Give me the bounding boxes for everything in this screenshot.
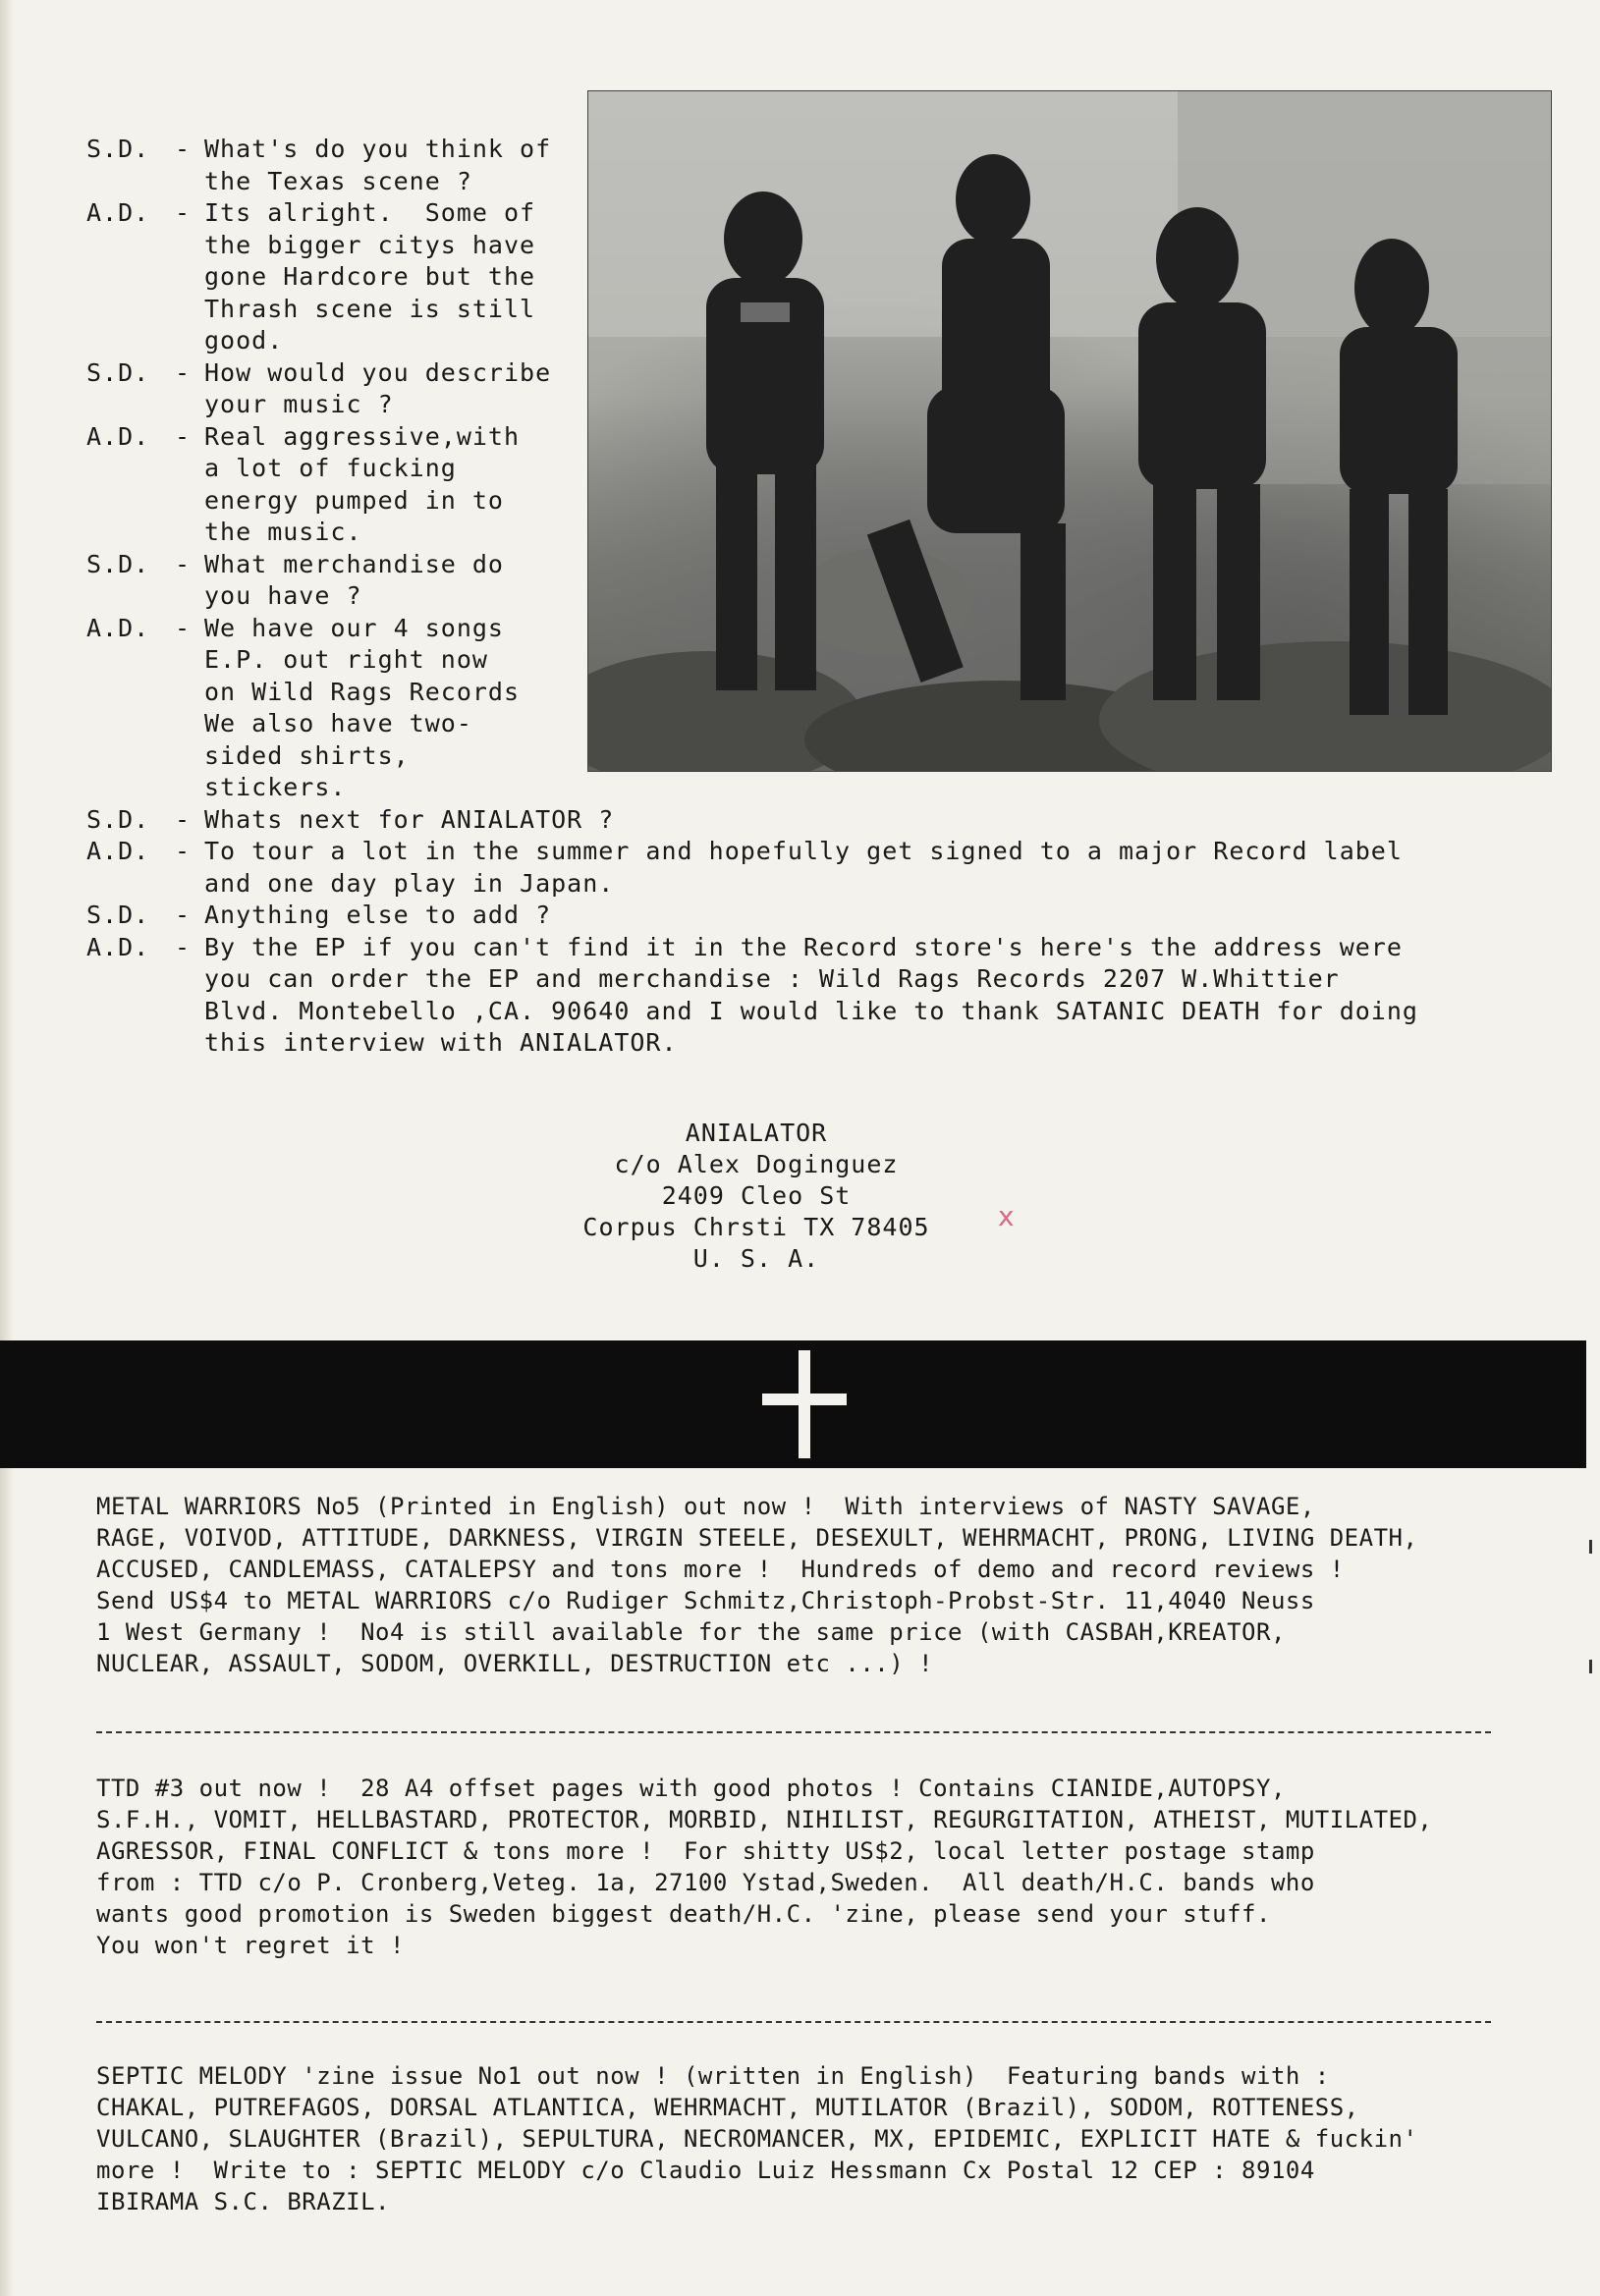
- interview: [86, 134, 1462, 1060]
- qa-row: [86, 421, 1462, 549]
- qa-row: [86, 900, 1462, 932]
- address-line: ANIALATOR: [685, 1119, 828, 1147]
- ad-text: METAL WARRIORS No5 (Printed in English) out now ! With interviews of NASTY SAVAGE, RAGE, VOIVOD, ATTITUDE, DARKNESS, VIRGIN STEELE, DESEXULT, WEHRMACHT, PRONG, LIVING DEATH, ACCUSED, CANDLEMASS, CATALEPSY and tons more ! Hundreds of demo and record reviews ! Send US$4 to METAL WARRIORS c/o Rudiger Schmitz,Christoph-Probst-Str. 11,4040 Neuss 1 West Germany ! No4 is still available for the same price (with CASBAH,KREATOR, NUCLEAR, ASSAULT, SODOM, OVERKILL, DESTRUCTION etc ...) !: [96, 1493, 1418, 1677]
- qa-row: [86, 357, 1462, 421]
- pink-x-mark: x: [998, 1200, 1015, 1232]
- dash-separator: -: [175, 837, 192, 865]
- qa-text: What's do you think of the Texas scene ?: [204, 135, 552, 195]
- qa-text: To tour a lot in the summer and hopefully get signed to a major Record label and one day play in Japan.: [204, 837, 1403, 898]
- qa-text: Its alright. Some of the bigger citys have gone Hardcore but the Thrash scene is still good.: [204, 198, 536, 355]
- speaker-label: S.D.: [86, 357, 150, 387]
- qa-text: Anything else to add ?: [204, 901, 552, 929]
- address-line: U. S. A.: [692, 1244, 820, 1273]
- address-line: 2409 Cleo St: [661, 1181, 852, 1210]
- speaker-label: A.D.: [86, 421, 150, 451]
- dash-separator: -: [175, 357, 192, 387]
- speaker-label: S.D.: [86, 804, 150, 834]
- qa-row: [86, 836, 1462, 900]
- address-line: Corpus Chrsti TX 78405: [582, 1213, 930, 1241]
- qa-text: How would you describe your music ?: [204, 357, 552, 418]
- qa-text: What merchandise do you have ?: [204, 549, 504, 610]
- speaker-label: S.D.: [86, 901, 150, 929]
- speaker-label: A.D.: [86, 613, 150, 642]
- speaker-label: S.D.: [86, 135, 150, 163]
- dash-separator: -: [175, 901, 192, 929]
- page-edge: [0, 0, 14, 2296]
- binding-mark: [1589, 1540, 1592, 1554]
- qa-text: Whats next for ANIALATOR ?: [204, 804, 615, 834]
- dash-separator: -: [175, 198, 192, 227]
- dash-separator: -: [175, 804, 192, 834]
- qa-text: We have our 4 songs E.P. out right now on Wild Rags Records We also have two- sided shirts, stickers.: [204, 613, 521, 801]
- qa-row: [86, 804, 1462, 837]
- qa-row: [86, 134, 1462, 197]
- address-block: [550, 1118, 963, 1275]
- speaker-label: A.D.: [86, 932, 150, 961]
- ad-septic-melody: [96, 2060, 1491, 2217]
- dash-separator: -: [175, 613, 192, 642]
- ad-metal-warriors: [96, 1491, 1491, 1679]
- speaker-label: A.D.: [86, 198, 150, 227]
- ad-ttd: [96, 1773, 1491, 1961]
- dash-separator: -: [175, 932, 192, 961]
- qa-row: [86, 549, 1462, 613]
- dashed-divider: [96, 1731, 1491, 1733]
- ad-text: SEPTIC MELODY 'zine issue No1 out now ! (written in English) Featuring bands with : CHAKAL, PUTREFAGOS, DORSAL ATLANTICA, WEHRMACHT, MUTILATOR (Brazil), SODOM, ROTTENESS, VULCANO, SLAUGHTER (Brazil), SEPULTURA, NECROMANCER, MX, EPIDEMIC, EXPLICIT HATE & fuckin' more ! Write to : SEPTIC MELODY c/o Claudio Luiz Hessmann Cx Postal 12 CEP : 89104 IBIRAMA S.C. BRAZIL.: [96, 2062, 1418, 2215]
- dashed-divider: [96, 2021, 1491, 2023]
- dash-separator: -: [175, 421, 192, 451]
- qa-row: [86, 932, 1462, 1060]
- qa-row: [86, 613, 1462, 804]
- binding-mark: [1589, 1660, 1592, 1673]
- address-line: c/o Alex Doginguez: [614, 1150, 899, 1178]
- qa-row: [86, 197, 1462, 357]
- qa-text: Real aggressive,with a lot of fucking energy pumped in to the music.: [204, 421, 521, 546]
- speaker-label: A.D.: [86, 837, 150, 865]
- dash-separator: -: [175, 549, 192, 578]
- dash-separator: -: [175, 135, 192, 163]
- speaker-label: S.D.: [86, 549, 150, 578]
- qa-text: By the EP if you can't find it in the Record store's here's the address were you can order the EP and merchandise : Wild Rags Records 2207 W.Whittier Blvd. Montebello ,CA. 90640 and I would like to thank SATANIC DEATH for doing this interview with ANIALATOR.: [204, 932, 1418, 1057]
- cross-icon: [762, 1350, 847, 1458]
- ad-text: TTD #3 out now ! 28 A4 offset pages with good photos ! Contains CIANIDE,AUTOPSY, S.F.H., VOMIT, HELLBASTARD, PROTECTOR, MORBID, NIHILIST, REGURGITATION, ATHEIST, MUTILATED, AGRESSOR, FINAL CONFLICT & tons more ! For shitty US$2, local letter postage stamp from : TTD c/o P. Cronberg,Veteg. 1a, 27100 Ystad,Sweden. All death/H.C. bands who wants good promotion is Sweden biggest death/H.C. 'zine, please send your stuff. You won't regret it !: [96, 1775, 1433, 1959]
